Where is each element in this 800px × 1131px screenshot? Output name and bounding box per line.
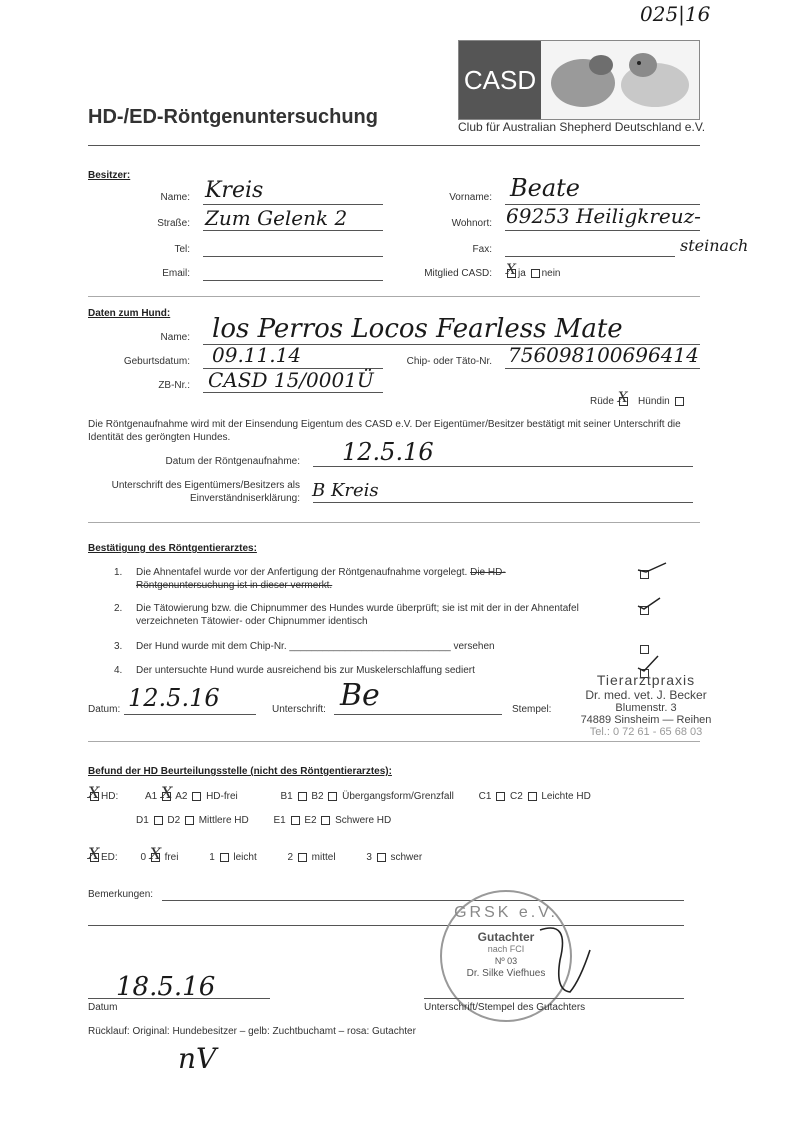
consent-text: Die Röntgenaufnahme wird mit der Einsendung Eigentum des CASD e.V. Der Eigentümer/Besitzer bestätigt mit seiner Unterschrift die Identität des geröngten Hundes. <box>88 419 681 443</box>
remarks-label: Bemerkungen: <box>88 889 154 900</box>
member-no-label: nein <box>541 268 561 279</box>
member-label: Mitglied CASD: <box>424 268 492 279</box>
hd-d2-checkbox[interactable] <box>185 816 194 825</box>
hd-a2-label: A2 <box>175 791 188 802</box>
vet-item-2-text-2: verzeichneten Tätowier- oder Chipnummer identisch <box>136 616 368 627</box>
dog-heading: Daten zum Hund: <box>88 308 171 319</box>
vet-section-rule <box>88 741 700 742</box>
ed-2-checkbox[interactable] <box>298 853 307 862</box>
remarks-line-1 <box>162 900 684 901</box>
dog-birth-label: Geburtsdatum: <box>123 356 190 367</box>
ed-checkbox[interactable]: X <box>88 843 100 863</box>
owner-city-line <box>505 230 700 231</box>
ed-0-checkbox[interactable]: X <box>149 843 162 863</box>
ed-schwer-label: schwer <box>390 852 423 863</box>
hd-c1-checkbox[interactable] <box>496 792 505 801</box>
owner-city-value: 69253 Heiligkreuz- <box>506 204 701 228</box>
hd-b1-label: B1 <box>280 791 293 802</box>
result-date-value: 18.5.16 <box>116 972 216 1002</box>
dog-right-eye <box>637 61 641 65</box>
hd-row-1 <box>88 782 591 802</box>
vet-item-4-text: Der untersuchte Hund wurde ausreichend bis zur Muskelerschlaffung sediert <box>136 665 475 676</box>
hd-b1-checkbox[interactable] <box>298 792 307 801</box>
gutachter-stamp-line-3: nach FCI <box>487 944 525 954</box>
vet-item-2-num: 2. <box>114 603 123 614</box>
dog-zb-value: CASD 15/0001Ü <box>208 368 374 392</box>
vet-item-1-text-2: Röntgenuntersuchung ist in dieser vermerkt. <box>136 580 333 591</box>
return-routing-text: Rücklauf: Original: Hundebesitzer – gelb: Zuchtbuchamt – rosa: Gutachter <box>88 1026 416 1037</box>
vet-item-3-text: Der Hund wurde mit dem Chip-Nr. _____________________________ versehen <box>136 641 495 652</box>
ed-0-label: 0 <box>140 852 147 863</box>
gutachter-stamp-line-1: GRSK e.V. <box>454 904 558 921</box>
vet-date-value: 12.5.16 <box>128 684 220 712</box>
dog-name-label: Name: <box>160 332 190 343</box>
vet-item-4 <box>114 665 475 676</box>
hd-e1-checkbox[interactable] <box>291 816 300 825</box>
vet-item-1-check-mark <box>636 560 668 576</box>
dog-chip-value: 756098100696414 <box>508 343 699 367</box>
hd-d2-label: D2 <box>167 815 181 826</box>
owner-name-line <box>203 204 383 205</box>
vet-item-2 <box>114 602 579 627</box>
gutachter-stamp-line-4: Nº 03 <box>494 956 518 966</box>
hd-c2-label: C2 <box>509 791 523 802</box>
result-heading: Befund der HD Beurteilungsstelle (nicht des Röntgentierarztes): <box>88 766 392 777</box>
hd-c2-checkbox[interactable] <box>528 792 537 801</box>
vet-signature-line <box>334 714 502 715</box>
male-label: Rüde <box>590 396 614 407</box>
ed-1-checkbox[interactable] <box>220 853 229 862</box>
vet-date-line <box>124 714 256 715</box>
vet-item-1-num: 1. <box>114 567 123 578</box>
xray-date-label: Datum der Röntgenaufnahme: <box>165 456 300 467</box>
hd-e1-label: E1 <box>273 815 286 826</box>
gutachter-signature <box>530 910 600 1000</box>
result-date-line <box>88 998 270 999</box>
vet-signature-value: Be <box>340 678 380 713</box>
page-title: HD-/ED-Röntgenuntersuchung <box>88 106 378 128</box>
gutachter-stamp-line-2: Gutachter <box>477 930 535 944</box>
female-label: Hündin <box>638 396 670 407</box>
hd-checkbox[interactable]: X <box>88 782 100 802</box>
owner-city-value-2: steinach <box>680 236 749 255</box>
ed-3-label: 3 <box>366 852 372 863</box>
xray-date-value: 12.5.16 <box>342 438 434 466</box>
file-number-note: 025|16 <box>640 2 711 26</box>
owner-email-line <box>203 280 383 281</box>
vet-item-3-num: 3. <box>114 641 123 652</box>
female-checkbox[interactable] <box>675 397 684 406</box>
hd-schwer-label: Schwere HD <box>335 815 392 826</box>
hd-c1-label: C1 <box>478 791 492 802</box>
member-options <box>505 261 561 279</box>
dog-chip-label: Chip- oder Täto-Nr. <box>406 356 492 367</box>
hd-a1-checkbox[interactable]: X <box>161 782 173 802</box>
vet-stamp-line-4: 74889 Sinsheim — Reihen <box>580 714 712 726</box>
owner-signature-label-1: Unterschrift des Eigentümers/Besitzers als <box>111 480 300 491</box>
owner-firstname-label: Vorname: <box>449 192 492 203</box>
ed-1-label: 1 <box>209 852 215 863</box>
owner-tel-label: Tel: <box>174 244 190 255</box>
vet-item-2-text-1: Die Tätowierung bzw. die Chipnummer des Hundes wurde überprüft; sie ist mit der in der Ahnentafel <box>136 603 579 614</box>
xray-date-line <box>313 466 693 467</box>
ed-leicht-label: leicht <box>233 852 257 863</box>
dog-zb-label: ZB-Nr.: <box>158 380 190 391</box>
hd-frei-label: HD-frei <box>206 791 238 802</box>
dog-right-head <box>629 53 657 77</box>
consent-section-rule <box>88 522 700 523</box>
hd-row-2 <box>136 815 391 826</box>
ed-3-checkbox[interactable] <box>377 853 386 862</box>
vet-stamp-line-5: Tel.: 0 72 61 - 65 68 03 <box>589 726 703 738</box>
dog-name-value: los Perros Locos Fearless Mate <box>212 314 623 344</box>
owner-street-line <box>203 230 383 231</box>
vet-signature-label: Unterschrift: <box>272 704 326 715</box>
hd-mittel-label: Mittlere HD <box>198 815 249 826</box>
vet-item-1-text-a: Die Ahnentafel wurde vor der Anfertigung der Röntgenaufnahme vorgelegt. <box>136 567 468 578</box>
owner-city-label: Wohnort: <box>451 218 492 229</box>
hd-uebergang-label: Übergangsform/Grenzfall <box>342 791 454 802</box>
owner-email-label: Email: <box>162 268 190 279</box>
logo-text: CASD <box>459 41 541 119</box>
gutachter-stamp-line-5: Dr. Silke Viefhues <box>466 968 546 979</box>
hd-e2-checkbox[interactable] <box>321 816 330 825</box>
vet-stamp-line-1: Tierarztpraxis <box>596 672 696 688</box>
member-yes-label: ja <box>518 268 526 279</box>
hd-d1-label: D1 <box>136 815 149 826</box>
vet-item-1-text-b: Die HD- <box>470 567 506 578</box>
dog-chip-line <box>505 368 700 369</box>
owner-signature-line <box>313 502 693 503</box>
owner-fax-line <box>505 256 675 257</box>
vet-item-2-check-mark <box>636 596 662 612</box>
vet-stamp-label: Stempel: <box>512 704 552 715</box>
dog-left-head <box>589 55 613 75</box>
member-no-checkbox[interactable] <box>531 269 540 278</box>
title-rule <box>88 145 700 146</box>
owner-name-value: Kreis <box>205 178 264 203</box>
club-name: Club für Australian Shepherd Deutschland e.V. <box>458 120 706 134</box>
dog-illustration <box>543 43 697 117</box>
owner-street-value: Zum Gelenk 2 <box>205 206 348 230</box>
gutachter-signature-label: Unterschrift/Stempel des Gutachters <box>424 1002 586 1013</box>
casd-logo <box>458 40 700 120</box>
vet-heading: Bestätigung des Röntgentierarztes: <box>88 543 257 554</box>
hd-b2-label: B2 <box>311 791 324 802</box>
ed-mittel-label: mittel <box>311 852 336 863</box>
owner-fax-label: Fax: <box>472 244 492 255</box>
result-date-label: Datum <box>88 1002 118 1013</box>
hd-frei-checkbox[interactable] <box>192 792 201 801</box>
hd-d1-checkbox[interactable] <box>154 816 163 825</box>
vet-item-1 <box>114 566 506 591</box>
hd-e2-label: E2 <box>304 815 317 826</box>
vet-item-4-check-mark <box>636 654 662 674</box>
owner-tel-line <box>203 256 383 257</box>
hd-a1-label: A1 <box>145 791 158 802</box>
member-yes-checkbox[interactable]: X <box>506 261 516 278</box>
vet-item-3 <box>114 641 495 652</box>
ed-2-label: 2 <box>287 852 294 863</box>
vet-date-label: Datum: <box>88 704 121 715</box>
owner-name-label: Name: <box>160 192 190 203</box>
vet-stamp-line-2: Dr. med. vet. J. Becker <box>585 688 707 702</box>
bottom-note: nV <box>178 1042 217 1075</box>
hd-label: HD: <box>101 791 119 802</box>
owner-section-rule <box>88 296 700 297</box>
hd-b2-checkbox[interactable] <box>328 792 337 801</box>
owner-heading: Besitzer: <box>88 170 131 181</box>
vet-stamp-line-3: Blumenstr. 3 <box>615 702 677 714</box>
ed-frei-label: frei <box>164 852 179 863</box>
gutachter-signature-line <box>424 998 684 999</box>
ed-row <box>88 843 423 863</box>
owner-street-label: Straße: <box>157 218 190 229</box>
dog-sex-options <box>590 389 686 407</box>
owner-firstname-value: Beate <box>510 174 580 202</box>
owner-signature-label-2: Einverständniserklärung: <box>189 493 300 504</box>
hd-leicht-label: Leichte HD <box>541 791 591 802</box>
male-checkbox[interactable]: X <box>617 389 628 406</box>
dog-zb-line <box>203 392 383 393</box>
ed-label: ED: <box>101 852 118 863</box>
vet-stamp <box>566 672 726 738</box>
vet-item-4-num: 4. <box>114 665 123 676</box>
dog-birth-value: 09.11.14 <box>212 343 302 367</box>
owner-signature-value: B Kreis <box>312 480 379 501</box>
